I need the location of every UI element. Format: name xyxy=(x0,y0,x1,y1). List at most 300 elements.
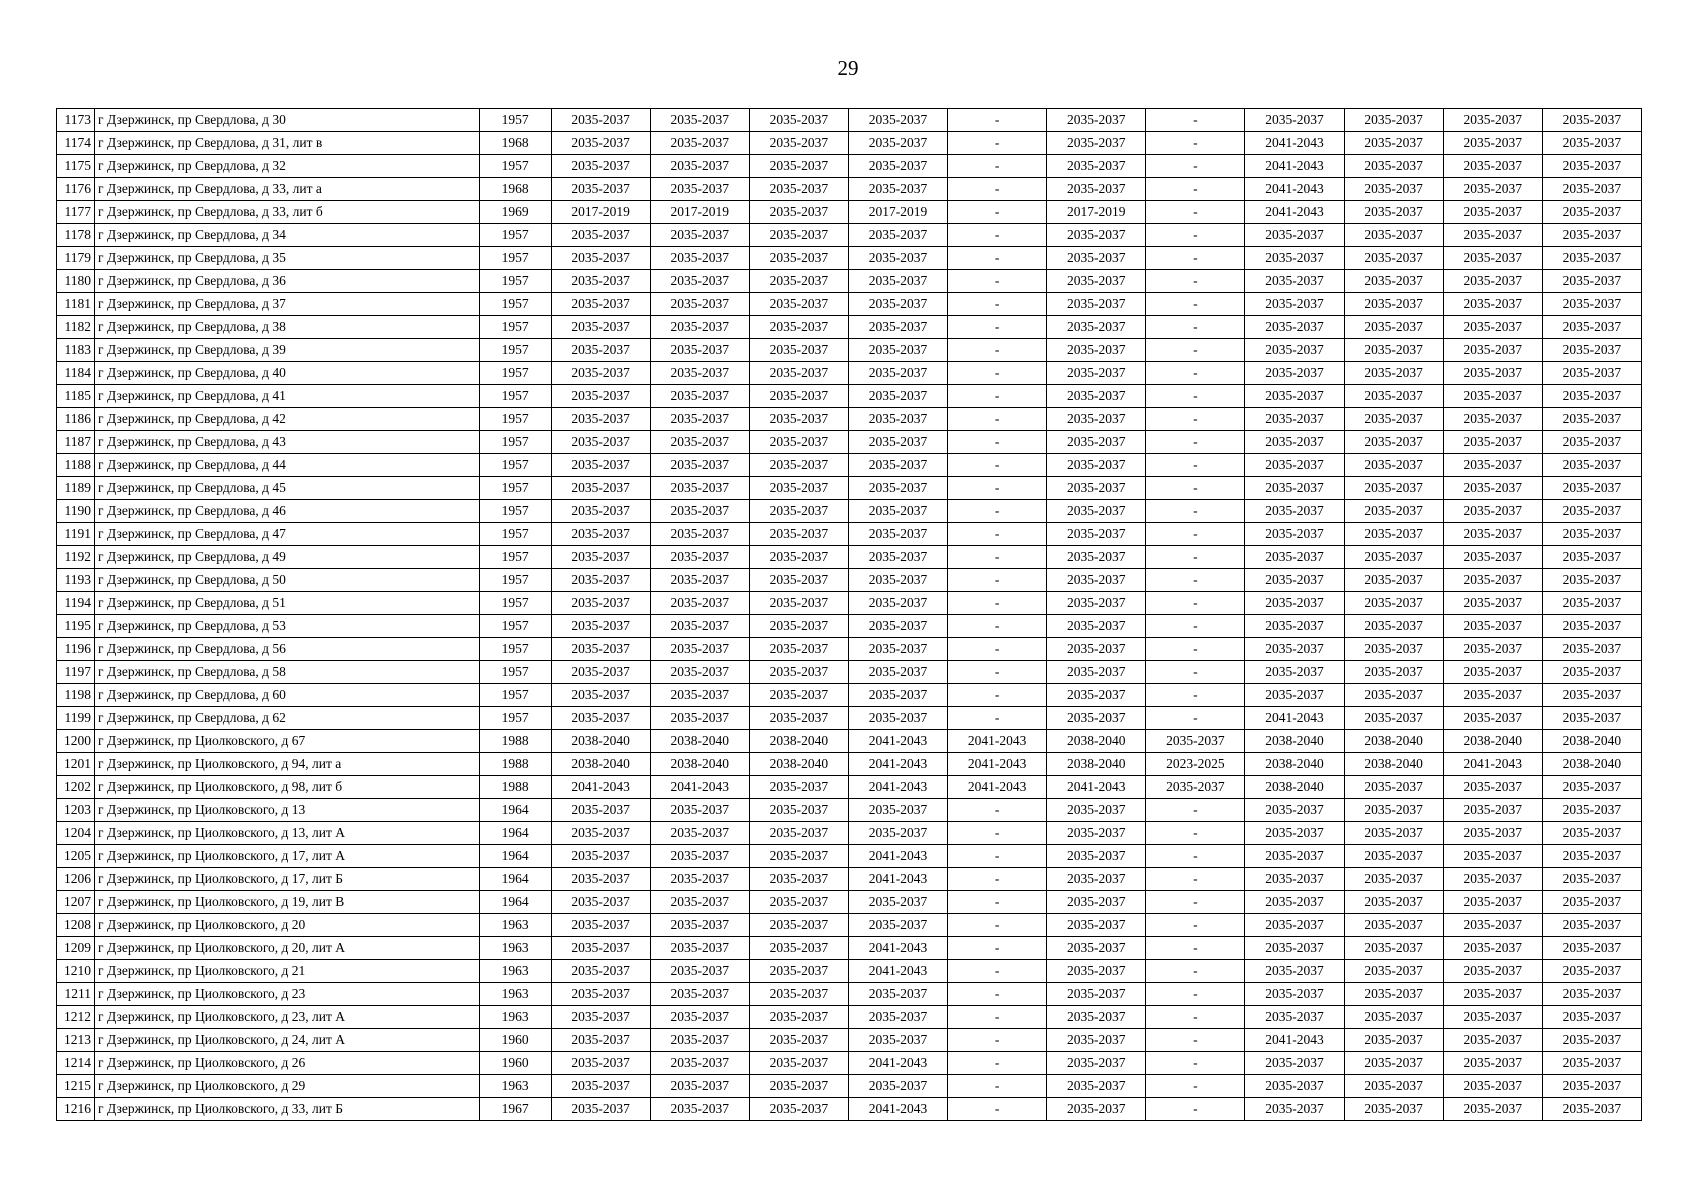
cell-row-number: 1182 xyxy=(57,316,95,339)
cell-period-4: 2035-2037 xyxy=(848,247,947,270)
cell-period-7: - xyxy=(1146,546,1245,569)
cell-build-year: 1957 xyxy=(479,362,551,385)
cell-period-5: - xyxy=(948,247,1047,270)
cell-row-number: 1189 xyxy=(57,477,95,500)
cell-period-3: 2035-2037 xyxy=(749,799,848,822)
cell-period-6: 2035-2037 xyxy=(1047,684,1146,707)
cell-row-number: 1184 xyxy=(57,362,95,385)
cell-period-9: 2035-2037 xyxy=(1344,247,1443,270)
table-row xyxy=(57,1098,1642,1121)
cell-period-6: 2035-2037 xyxy=(1047,385,1146,408)
cell-period-2: 2035-2037 xyxy=(650,638,749,661)
cell-period-6: 2035-2037 xyxy=(1047,408,1146,431)
cell-period-10: 2035-2037 xyxy=(1443,845,1542,868)
cell-period-3: 2035-2037 xyxy=(749,822,848,845)
cell-row-number: 1191 xyxy=(57,523,95,546)
cell-period-6: 2035-2037 xyxy=(1047,546,1146,569)
cell-period-9: 2035-2037 xyxy=(1344,316,1443,339)
cell-row-number: 1197 xyxy=(57,661,95,684)
cell-period-10: 2035-2037 xyxy=(1443,178,1542,201)
cell-period-9: 2035-2037 xyxy=(1344,339,1443,362)
cell-period-8: 2041-2043 xyxy=(1245,1029,1344,1052)
cell-period-3: 2035-2037 xyxy=(749,914,848,937)
cell-row-number: 1192 xyxy=(57,546,95,569)
cell-period-11: 2035-2037 xyxy=(1542,523,1641,546)
cell-period-6: 2035-2037 xyxy=(1047,799,1146,822)
cell-period-3: 2035-2037 xyxy=(749,1075,848,1098)
cell-address: г Дзержинск, пр Свердлова, д 35 xyxy=(95,247,479,270)
cell-period-11: 2035-2037 xyxy=(1542,891,1641,914)
cell-period-1: 2035-2037 xyxy=(551,247,650,270)
table-row xyxy=(57,661,1642,684)
table-row xyxy=(57,316,1642,339)
cell-period-6: 2035-2037 xyxy=(1047,707,1146,730)
cell-build-year: 1957 xyxy=(479,454,551,477)
cell-period-2: 2041-2043 xyxy=(650,776,749,799)
cell-period-3: 2035-2037 xyxy=(749,1052,848,1075)
cell-period-2: 2038-2040 xyxy=(650,730,749,753)
cell-build-year: 1957 xyxy=(479,592,551,615)
cell-period-10: 2035-2037 xyxy=(1443,569,1542,592)
cell-period-9: 2035-2037 xyxy=(1344,776,1443,799)
cell-period-2: 2035-2037 xyxy=(650,799,749,822)
cell-period-5: - xyxy=(948,1006,1047,1029)
cell-period-1: 2035-2037 xyxy=(551,454,650,477)
cell-address: г Дзержинск, пр Свердлова, д 38 xyxy=(95,316,479,339)
cell-period-7: 2035-2037 xyxy=(1146,730,1245,753)
cell-period-6: 2035-2037 xyxy=(1047,1052,1146,1075)
cell-period-1: 2035-2037 xyxy=(551,1098,650,1121)
cell-period-1: 2035-2037 xyxy=(551,937,650,960)
cell-period-6: 2035-2037 xyxy=(1047,1029,1146,1052)
cell-address: г Дзержинск, пр Свердлова, д 49 xyxy=(95,546,479,569)
cell-period-5: - xyxy=(948,707,1047,730)
cell-period-11: 2035-2037 xyxy=(1542,776,1641,799)
cell-period-2: 2035-2037 xyxy=(650,293,749,316)
cell-period-11: 2035-2037 xyxy=(1542,983,1641,1006)
cell-period-5: - xyxy=(948,1098,1047,1121)
cell-period-8: 2035-2037 xyxy=(1245,500,1344,523)
cell-period-3: 2035-2037 xyxy=(749,638,848,661)
cell-period-7: - xyxy=(1146,270,1245,293)
cell-period-11: 2038-2040 xyxy=(1542,730,1641,753)
table-row xyxy=(57,454,1642,477)
cell-period-4: 2035-2037 xyxy=(848,638,947,661)
cell-period-9: 2035-2037 xyxy=(1344,960,1443,983)
cell-period-6: 2035-2037 xyxy=(1047,1098,1146,1121)
cell-period-10: 2035-2037 xyxy=(1443,1098,1542,1121)
cell-period-9: 2035-2037 xyxy=(1344,500,1443,523)
cell-address: г Дзержинск, пр Свердлова, д 56 xyxy=(95,638,479,661)
cell-period-2: 2035-2037 xyxy=(650,408,749,431)
cell-build-year: 1957 xyxy=(479,385,551,408)
cell-period-8: 2035-2037 xyxy=(1245,431,1344,454)
cell-period-2: 2035-2037 xyxy=(650,960,749,983)
cell-period-2: 2035-2037 xyxy=(650,132,749,155)
cell-period-9: 2035-2037 xyxy=(1344,822,1443,845)
cell-period-3: 2035-2037 xyxy=(749,477,848,500)
cell-row-number: 1186 xyxy=(57,408,95,431)
cell-period-5: - xyxy=(948,201,1047,224)
cell-period-1: 2035-2037 xyxy=(551,385,650,408)
cell-period-10: 2035-2037 xyxy=(1443,592,1542,615)
cell-period-7: - xyxy=(1146,799,1245,822)
cell-period-11: 2035-2037 xyxy=(1542,1075,1641,1098)
cell-period-4: 2035-2037 xyxy=(848,316,947,339)
cell-row-number: 1216 xyxy=(57,1098,95,1121)
cell-row-number: 1201 xyxy=(57,753,95,776)
cell-address: г Дзержинск, пр Свердлова, д 33, лит б xyxy=(95,201,479,224)
cell-period-9: 2035-2037 xyxy=(1344,592,1443,615)
cell-build-year: 1967 xyxy=(479,1098,551,1121)
cell-period-1: 2017-2019 xyxy=(551,201,650,224)
cell-period-1: 2035-2037 xyxy=(551,500,650,523)
cell-build-year: 1957 xyxy=(479,546,551,569)
cell-period-5: - xyxy=(948,500,1047,523)
cell-period-8: 2035-2037 xyxy=(1245,799,1344,822)
cell-build-year: 1963 xyxy=(479,983,551,1006)
cell-period-9: 2035-2037 xyxy=(1344,707,1443,730)
table-row xyxy=(57,178,1642,201)
cell-period-5: - xyxy=(948,615,1047,638)
cell-period-11: 2035-2037 xyxy=(1542,431,1641,454)
cell-period-4: 2035-2037 xyxy=(848,385,947,408)
cell-address: г Дзержинск, пр Свердлова, д 31, лит в xyxy=(95,132,479,155)
table-row xyxy=(57,799,1642,822)
cell-period-2: 2035-2037 xyxy=(650,592,749,615)
table-body xyxy=(57,109,1642,1121)
cell-period-5: - xyxy=(948,408,1047,431)
cell-period-10: 2035-2037 xyxy=(1443,339,1542,362)
cell-period-5: 2041-2043 xyxy=(948,753,1047,776)
cell-period-10: 2035-2037 xyxy=(1443,891,1542,914)
cell-address: г Дзержинск, пр Свердлова, д 36 xyxy=(95,270,479,293)
cell-period-1: 2035-2037 xyxy=(551,707,650,730)
cell-address: г Дзержинск, пр Свердлова, д 47 xyxy=(95,523,479,546)
table-row xyxy=(57,109,1642,132)
cell-period-8: 2038-2040 xyxy=(1245,776,1344,799)
cell-period-2: 2035-2037 xyxy=(650,845,749,868)
cell-period-2: 2038-2040 xyxy=(650,753,749,776)
cell-period-3: 2035-2037 xyxy=(749,960,848,983)
cell-build-year: 1969 xyxy=(479,201,551,224)
cell-period-5: - xyxy=(948,799,1047,822)
cell-period-9: 2035-2037 xyxy=(1344,1098,1443,1121)
cell-period-8: 2035-2037 xyxy=(1245,224,1344,247)
cell-period-8: 2035-2037 xyxy=(1245,109,1344,132)
cell-address: г Дзержинск, пр Свердлова, д 41 xyxy=(95,385,479,408)
cell-period-8: 2035-2037 xyxy=(1245,592,1344,615)
cell-period-11: 2035-2037 xyxy=(1542,339,1641,362)
cell-period-3: 2035-2037 xyxy=(749,155,848,178)
cell-period-1: 2035-2037 xyxy=(551,799,650,822)
cell-period-2: 2035-2037 xyxy=(650,155,749,178)
cell-build-year: 1968 xyxy=(479,132,551,155)
cell-address: г Дзержинск, пр Циолковского, д 13, лит А xyxy=(95,822,479,845)
cell-period-1: 2035-2037 xyxy=(551,477,650,500)
cell-address: г Дзержинск, пр Циолковского, д 67 xyxy=(95,730,479,753)
cell-address: г Дзержинск, пр Циолковского, д 94, лит а xyxy=(95,753,479,776)
cell-period-5: - xyxy=(948,960,1047,983)
cell-period-7: - xyxy=(1146,1006,1245,1029)
cell-period-4: 2035-2037 xyxy=(848,339,947,362)
cell-period-7: - xyxy=(1146,684,1245,707)
cell-period-7: - xyxy=(1146,592,1245,615)
cell-period-8: 2035-2037 xyxy=(1245,385,1344,408)
table-row xyxy=(57,431,1642,454)
cell-row-number: 1204 xyxy=(57,822,95,845)
cell-period-7: - xyxy=(1146,339,1245,362)
cell-period-7: - xyxy=(1146,247,1245,270)
cell-period-11: 2035-2037 xyxy=(1542,1098,1641,1121)
cell-row-number: 1211 xyxy=(57,983,95,1006)
cell-period-8: 2035-2037 xyxy=(1245,1098,1344,1121)
cell-period-10: 2035-2037 xyxy=(1443,822,1542,845)
cell-period-11: 2035-2037 xyxy=(1542,109,1641,132)
cell-period-6: 2035-2037 xyxy=(1047,178,1146,201)
cell-period-10: 2035-2037 xyxy=(1443,500,1542,523)
cell-period-1: 2035-2037 xyxy=(551,914,650,937)
cell-period-1: 2035-2037 xyxy=(551,546,650,569)
cell-period-8: 2035-2037 xyxy=(1245,661,1344,684)
cell-period-11: 2035-2037 xyxy=(1542,615,1641,638)
cell-period-1: 2035-2037 xyxy=(551,983,650,1006)
cell-period-7: - xyxy=(1146,845,1245,868)
cell-period-10: 2041-2043 xyxy=(1443,753,1542,776)
cell-period-9: 2035-2037 xyxy=(1344,799,1443,822)
cell-period-11: 2035-2037 xyxy=(1542,270,1641,293)
cell-period-9: 2035-2037 xyxy=(1344,385,1443,408)
table-row xyxy=(57,247,1642,270)
cell-period-9: 2035-2037 xyxy=(1344,155,1443,178)
cell-period-3: 2035-2037 xyxy=(749,615,848,638)
cell-period-7: - xyxy=(1146,454,1245,477)
cell-period-1: 2038-2040 xyxy=(551,753,650,776)
cell-address: г Дзержинск, пр Свердлова, д 50 xyxy=(95,569,479,592)
cell-row-number: 1194 xyxy=(57,592,95,615)
cell-period-3: 2035-2037 xyxy=(749,546,848,569)
cell-row-number: 1177 xyxy=(57,201,95,224)
cell-period-5: - xyxy=(948,362,1047,385)
cell-period-3: 2035-2037 xyxy=(749,661,848,684)
cell-period-10: 2035-2037 xyxy=(1443,408,1542,431)
page-number: 29 xyxy=(837,56,859,80)
cell-period-2: 2035-2037 xyxy=(650,937,749,960)
cell-period-11: 2035-2037 xyxy=(1542,868,1641,891)
cell-period-1: 2035-2037 xyxy=(551,109,650,132)
cell-row-number: 1180 xyxy=(57,270,95,293)
cell-period-10: 2035-2037 xyxy=(1443,316,1542,339)
cell-period-10: 2035-2037 xyxy=(1443,638,1542,661)
cell-build-year: 1964 xyxy=(479,868,551,891)
cell-period-8: 2035-2037 xyxy=(1245,293,1344,316)
cell-period-10: 2035-2037 xyxy=(1443,523,1542,546)
cell-period-11: 2035-2037 xyxy=(1542,822,1641,845)
cell-period-10: 2035-2037 xyxy=(1443,799,1542,822)
table-row xyxy=(57,845,1642,868)
cell-period-8: 2035-2037 xyxy=(1245,638,1344,661)
cell-period-9: 2035-2037 xyxy=(1344,132,1443,155)
cell-period-2: 2035-2037 xyxy=(650,891,749,914)
cell-period-1: 2035-2037 xyxy=(551,960,650,983)
cell-period-10: 2035-2037 xyxy=(1443,201,1542,224)
cell-period-11: 2035-2037 xyxy=(1542,201,1641,224)
cell-period-9: 2035-2037 xyxy=(1344,937,1443,960)
cell-period-2: 2035-2037 xyxy=(650,707,749,730)
cell-build-year: 1964 xyxy=(479,799,551,822)
cell-period-4: 2041-2043 xyxy=(848,960,947,983)
cell-period-11: 2035-2037 xyxy=(1542,408,1641,431)
cell-period-9: 2035-2037 xyxy=(1344,845,1443,868)
cell-period-5: - xyxy=(948,638,1047,661)
cell-period-8: 2035-2037 xyxy=(1245,1006,1344,1029)
cell-period-6: 2035-2037 xyxy=(1047,339,1146,362)
cell-period-4: 2035-2037 xyxy=(848,914,947,937)
cell-build-year: 1988 xyxy=(479,730,551,753)
cell-period-4: 2035-2037 xyxy=(848,1029,947,1052)
cell-period-8: 2035-2037 xyxy=(1245,408,1344,431)
cell-period-11: 2035-2037 xyxy=(1542,132,1641,155)
cell-period-4: 2035-2037 xyxy=(848,546,947,569)
cell-period-7: - xyxy=(1146,891,1245,914)
cell-period-11: 2035-2037 xyxy=(1542,592,1641,615)
cell-period-8: 2035-2037 xyxy=(1245,270,1344,293)
cell-period-7: - xyxy=(1146,431,1245,454)
cell-period-4: 2035-2037 xyxy=(848,178,947,201)
table-row xyxy=(57,730,1642,753)
cell-period-2: 2035-2037 xyxy=(650,523,749,546)
cell-build-year: 1957 xyxy=(479,224,551,247)
cell-period-4: 2041-2043 xyxy=(848,868,947,891)
cell-address: г Дзержинск, пр Циолковского, д 20 xyxy=(95,914,479,937)
cell-period-6: 2035-2037 xyxy=(1047,362,1146,385)
cell-build-year: 1957 xyxy=(479,500,551,523)
table-row xyxy=(57,983,1642,1006)
cell-build-year: 1957 xyxy=(479,661,551,684)
cell-period-8: 2035-2037 xyxy=(1245,845,1344,868)
cell-period-11: 2035-2037 xyxy=(1542,500,1641,523)
cell-period-2: 2035-2037 xyxy=(650,569,749,592)
cell-period-2: 2035-2037 xyxy=(650,868,749,891)
cell-period-9: 2035-2037 xyxy=(1344,178,1443,201)
cell-period-8: 2035-2037 xyxy=(1245,983,1344,1006)
cell-row-number: 1205 xyxy=(57,845,95,868)
cell-period-3: 2035-2037 xyxy=(749,109,848,132)
cell-period-7: - xyxy=(1146,477,1245,500)
cell-period-9: 2035-2037 xyxy=(1344,109,1443,132)
cell-period-4: 2035-2037 xyxy=(848,983,947,1006)
cell-period-8: 2035-2037 xyxy=(1245,523,1344,546)
cell-period-6: 2035-2037 xyxy=(1047,224,1146,247)
cell-period-4: 2041-2043 xyxy=(848,730,947,753)
cell-build-year: 1963 xyxy=(479,1075,551,1098)
cell-period-3: 2035-2037 xyxy=(749,592,848,615)
cell-period-11: 2035-2037 xyxy=(1542,247,1641,270)
cell-period-1: 2035-2037 xyxy=(551,523,650,546)
cell-period-7: - xyxy=(1146,178,1245,201)
cell-build-year: 1957 xyxy=(479,569,551,592)
cell-period-5: - xyxy=(948,454,1047,477)
cell-period-11: 2035-2037 xyxy=(1542,316,1641,339)
cell-period-5: - xyxy=(948,132,1047,155)
cell-address: г Дзержинск, пр Свердлова, д 58 xyxy=(95,661,479,684)
cell-period-7: - xyxy=(1146,500,1245,523)
cell-period-5: - xyxy=(948,592,1047,615)
cell-period-6: 2035-2037 xyxy=(1047,868,1146,891)
cell-build-year: 1957 xyxy=(479,408,551,431)
cell-period-6: 2035-2037 xyxy=(1047,937,1146,960)
cell-period-3: 2035-2037 xyxy=(749,431,848,454)
cell-period-7: - xyxy=(1146,201,1245,224)
cell-period-5: - xyxy=(948,178,1047,201)
cell-period-8: 2035-2037 xyxy=(1245,891,1344,914)
table-row xyxy=(57,753,1642,776)
cell-period-1: 2035-2037 xyxy=(551,592,650,615)
cell-period-3: 2035-2037 xyxy=(749,132,848,155)
cell-period-7: - xyxy=(1146,822,1245,845)
cell-period-5: - xyxy=(948,684,1047,707)
cell-period-5: - xyxy=(948,569,1047,592)
cell-period-11: 2035-2037 xyxy=(1542,960,1641,983)
cell-build-year: 1957 xyxy=(479,109,551,132)
cell-period-11: 2035-2037 xyxy=(1542,1029,1641,1052)
cell-period-9: 2035-2037 xyxy=(1344,1075,1443,1098)
cell-period-8: 2041-2043 xyxy=(1245,707,1344,730)
cell-period-2: 2035-2037 xyxy=(650,615,749,638)
cell-period-3: 2035-2037 xyxy=(749,1098,848,1121)
cell-period-9: 2035-2037 xyxy=(1344,454,1443,477)
cell-period-11: 2035-2037 xyxy=(1542,937,1641,960)
cell-row-number: 1183 xyxy=(57,339,95,362)
cell-period-10: 2035-2037 xyxy=(1443,132,1542,155)
cell-period-9: 2035-2037 xyxy=(1344,477,1443,500)
cell-period-1: 2035-2037 xyxy=(551,1029,650,1052)
table-row xyxy=(57,385,1642,408)
cell-period-3: 2035-2037 xyxy=(749,1006,848,1029)
cell-period-2: 2035-2037 xyxy=(650,1052,749,1075)
cell-period-9: 2035-2037 xyxy=(1344,293,1443,316)
table-row xyxy=(57,822,1642,845)
cell-build-year: 1957 xyxy=(479,316,551,339)
cell-row-number: 1179 xyxy=(57,247,95,270)
cell-period-3: 2035-2037 xyxy=(749,500,848,523)
cell-row-number: 1196 xyxy=(57,638,95,661)
cell-period-8: 2035-2037 xyxy=(1245,615,1344,638)
cell-period-7: - xyxy=(1146,638,1245,661)
cell-row-number: 1195 xyxy=(57,615,95,638)
cell-period-8: 2035-2037 xyxy=(1245,569,1344,592)
cell-period-2: 2035-2037 xyxy=(650,477,749,500)
cell-address: г Дзержинск, пр Циолковского, д 21 xyxy=(95,960,479,983)
cell-period-9: 2035-2037 xyxy=(1344,868,1443,891)
cell-period-7: - xyxy=(1146,109,1245,132)
cell-period-4: 2041-2043 xyxy=(848,1098,947,1121)
cell-period-9: 2035-2037 xyxy=(1344,431,1443,454)
cell-period-6: 2035-2037 xyxy=(1047,638,1146,661)
cell-address: г Дзержинск, пр Циолковского, д 23, лит А xyxy=(95,1006,479,1029)
cell-period-7: - xyxy=(1146,868,1245,891)
cell-period-8: 2035-2037 xyxy=(1245,247,1344,270)
cell-period-10: 2035-2037 xyxy=(1443,983,1542,1006)
cell-period-1: 2035-2037 xyxy=(551,684,650,707)
cell-period-2: 2035-2037 xyxy=(650,1006,749,1029)
cell-period-10: 2035-2037 xyxy=(1443,1006,1542,1029)
cell-address: г Дзержинск, пр Циолковского, д 17, лит Б xyxy=(95,868,479,891)
cell-period-7: - xyxy=(1146,155,1245,178)
cell-period-7: - xyxy=(1146,960,1245,983)
cell-period-7: - xyxy=(1146,1098,1245,1121)
cell-period-6: 2035-2037 xyxy=(1047,132,1146,155)
